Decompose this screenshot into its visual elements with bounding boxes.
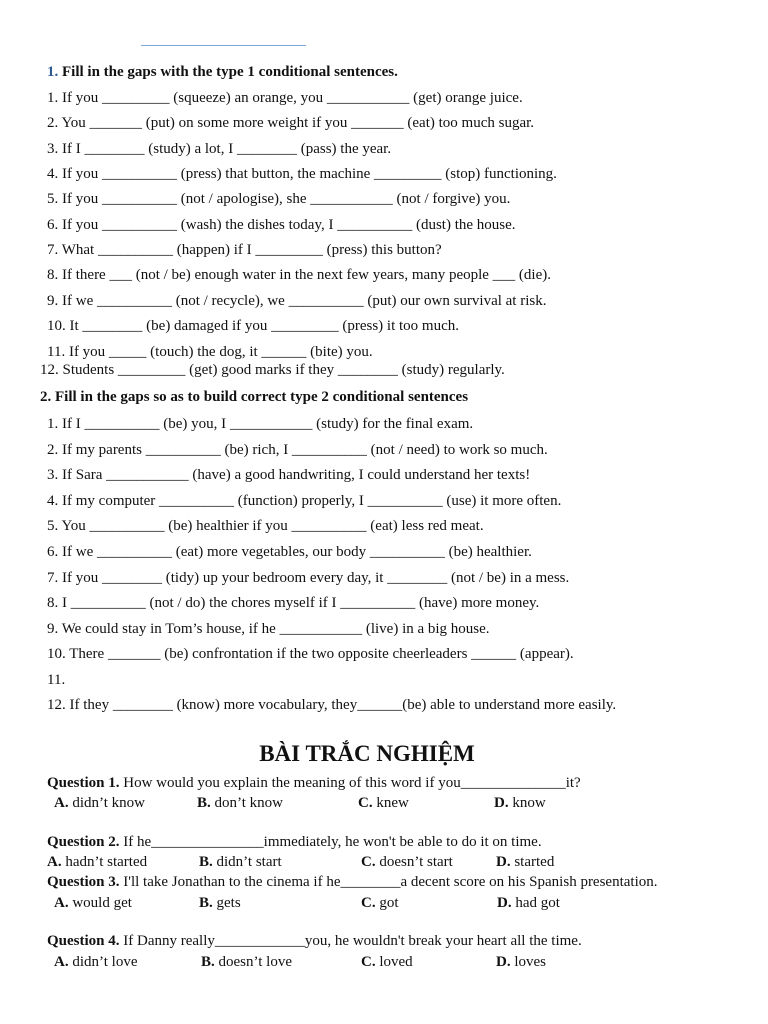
exercise-item: 5. You __________ (be) healthier if you __________ (eat) less red meat. xyxy=(47,518,484,534)
exercise-item: 12. Students _________ (get) good marks if they ________ (study) regularly. xyxy=(40,362,505,378)
option-b[interactable]: B. didn’t start xyxy=(199,854,282,870)
question-3: Question 3. I'll take Jonathan to the cinema if he________a decent score on his Spanish presentation. xyxy=(47,874,658,890)
option-b[interactable]: B. gets xyxy=(199,895,241,911)
option-c[interactable]: C. doesn’t start xyxy=(361,854,453,870)
exercise-item: 4. If my computer __________ (function) properly, I __________ (use) it more often. xyxy=(47,493,562,509)
exercise-item: 1. If I __________ (be) you, I ___________ (study) for the final exam. xyxy=(47,416,474,432)
option-b[interactable]: B. don’t know xyxy=(197,795,283,811)
exercise-item: 2. If my parents __________ (be) rich, I __________ (not / need) to work so much. xyxy=(47,442,548,458)
option-a[interactable]: A. would get xyxy=(54,895,132,911)
exercise-item: 11. xyxy=(47,672,66,688)
option-a[interactable]: A. didn’t love xyxy=(54,954,138,970)
question-2: Question 2. If he_______________immediately, he won't be able to do it on time. xyxy=(47,834,542,850)
exercise-item: 1. If you _________ (squeeze) an orange, you ___________ (get) orange juice. xyxy=(47,90,523,106)
header-rule xyxy=(141,45,306,46)
exercise-item: 11. If you _____ (touch) the dog, it ______ (bite) you. xyxy=(47,344,373,360)
exercise-item: 7. If you ________ (tidy) up your bedroom every day, it ________ (not / be) in a mess. xyxy=(47,570,570,586)
exercise-item: 12. If they ________ (know) more vocabulary, they______(be) able to understand more easily. xyxy=(47,697,617,713)
option-c[interactable]: C. got xyxy=(361,895,399,911)
exercise-item: 4. If you __________ (press) that button, the machine _________ (stop) functioning. xyxy=(47,166,557,182)
option-c[interactable]: C. knew xyxy=(358,795,409,811)
exercise-item: 6. If you __________ (wash) the dishes today, I __________ (dust) the house. xyxy=(47,217,516,233)
quiz-title: BÀI TRẮC NGHIỆM xyxy=(259,741,475,766)
exercise-item: 9. If we __________ (not / recycle), we __________ (put) our own survival at risk. xyxy=(47,293,547,309)
option-d[interactable]: D. loves xyxy=(496,954,547,970)
option-a[interactable]: A. hadn’t started xyxy=(47,854,148,870)
exercise-item: 3. If I ________ (study) a lot, I ________ (pass) the year. xyxy=(47,141,392,157)
option-d[interactable]: D. started xyxy=(496,854,555,870)
exercise-item: 10. There _______ (be) confrontation if the two opposite cheerleaders ______ (appear). xyxy=(47,646,574,662)
exercise-item: 7. What __________ (happen) if I _________ (press) this button? xyxy=(47,242,442,258)
exercise-item: 5. If you __________ (not / apologise), she ___________ (not / forgive) you. xyxy=(47,191,511,207)
question-4: Question 4. If Danny really____________you, he wouldn't break your heart all the time. xyxy=(47,933,582,949)
option-d[interactable]: D. had got xyxy=(497,895,560,911)
exercise-item: 3. If Sara ___________ (have) a good handwriting, I could understand her texts! xyxy=(47,467,531,483)
exercise-item: 10. It ________ (be) damaged if you _________ (press) it too much. xyxy=(47,318,460,334)
exercise-item: 9. We could stay in Tom’s house, if he ___________ (live) in a big house. xyxy=(47,621,490,637)
exercise-item: 8. I __________ (not / do) the chores myself if I __________ (have) more money. xyxy=(47,595,540,611)
section2-heading: 2. Fill in the gaps so as to build correct type 2 conditional sentences xyxy=(40,389,469,405)
section1-heading: 1. Fill in the gaps with the type 1 conditional sentences. xyxy=(47,64,398,80)
exercise-item: 8. If there ___ (not / be) enough water in the next few years, many people ___ (die). xyxy=(47,267,551,283)
option-a[interactable]: A. didn’t know xyxy=(54,795,145,811)
question-1: Question 1. How would you explain the meaning of this word if you______________it? xyxy=(47,775,581,791)
exercise-item: 6. If we __________ (eat) more vegetables, our body __________ (be) healthier. xyxy=(47,544,532,560)
option-c[interactable]: C. loved xyxy=(361,954,413,970)
option-b[interactable]: B. doesn’t love xyxy=(201,954,292,970)
exercise-item: 2. You _______ (put) on some more weight if you _______ (eat) too much sugar. xyxy=(47,115,535,131)
option-d[interactable]: D. know xyxy=(494,795,546,811)
